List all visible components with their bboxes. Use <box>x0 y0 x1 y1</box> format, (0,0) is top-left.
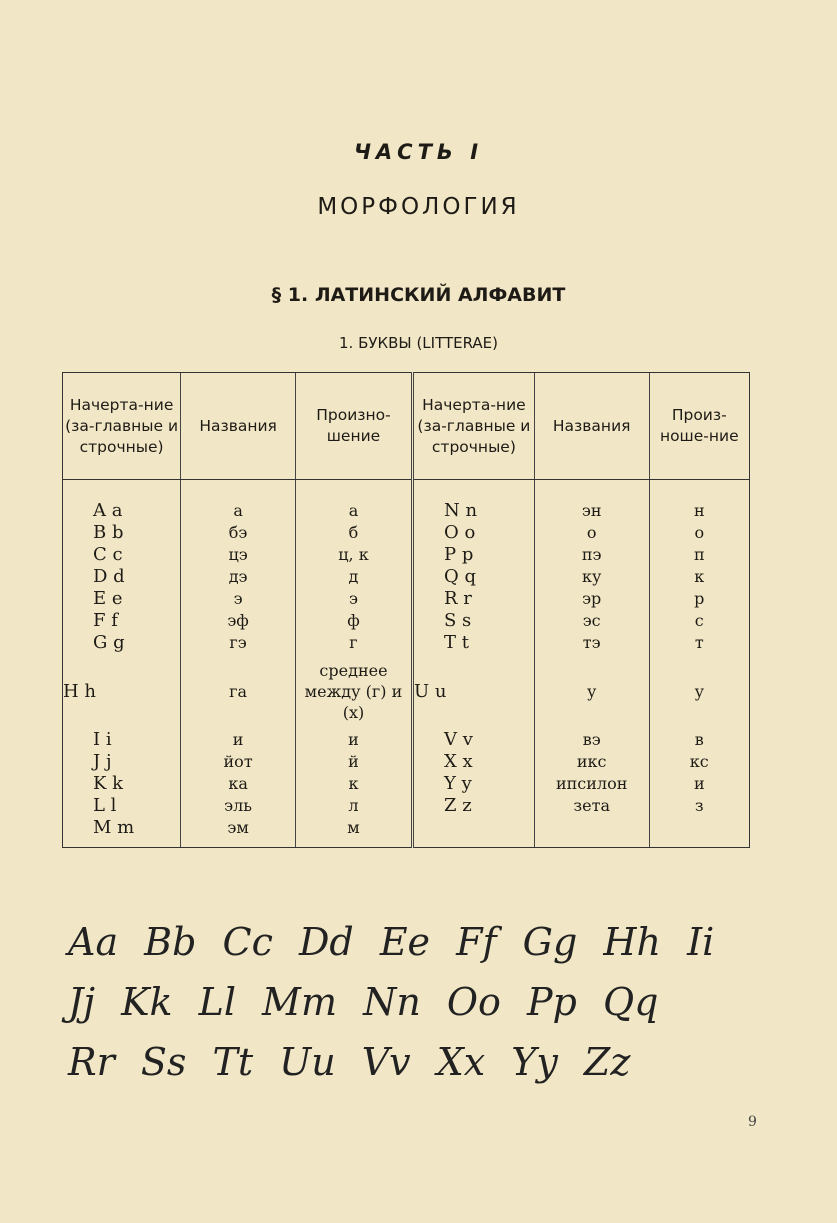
table-row <box>63 773 750 795</box>
table-cell: N n <box>413 480 535 523</box>
chapter-title: МОРФОЛОГИЯ <box>317 194 520 220</box>
table-cell: L l <box>63 795 181 817</box>
table-cell: B b <box>63 522 181 544</box>
table-cell: Q q <box>413 566 535 588</box>
alphabet-table <box>62 372 750 848</box>
cursive-alphabet-line-3: Rr Ss Tt Uu Vv Xx Yy Zz <box>68 1040 631 1084</box>
table-cell: дэ <box>181 566 296 588</box>
table-cell: A a <box>63 480 181 523</box>
table-cell: тэ <box>534 632 649 654</box>
table-cell: ц, к <box>295 544 412 566</box>
table-row <box>63 544 750 566</box>
column-header: Начерта-ние (за-главные и строчные) <box>63 373 181 480</box>
table-cell: й <box>295 751 412 773</box>
table-cell: S s <box>413 610 535 632</box>
table-cell: цэ <box>181 544 296 566</box>
table-cell: а <box>295 480 412 523</box>
table-cell: о <box>534 522 649 544</box>
table-cell: эн <box>534 480 649 523</box>
table-cell: эф <box>181 610 296 632</box>
table-cell: э <box>181 588 296 610</box>
table-row <box>63 566 750 588</box>
table-cell: г <box>295 632 412 654</box>
table-cell: Y y <box>413 773 535 795</box>
table-cell: X x <box>413 751 535 773</box>
table-row <box>63 610 750 632</box>
table-cell: кс <box>649 751 749 773</box>
section-heading: § 1. ЛАТИНСКИЙ АЛФАВИТ <box>271 284 566 306</box>
table-cell: J j <box>63 751 181 773</box>
table-cell: а <box>181 480 296 523</box>
table-cell: U u <box>413 654 535 729</box>
table-row <box>63 751 750 773</box>
table-row <box>63 654 750 729</box>
table-cell: O o <box>413 522 535 544</box>
table-row <box>63 817 750 848</box>
column-header: Названия <box>534 373 649 480</box>
table-cell: эр <box>534 588 649 610</box>
table-cell: д <box>295 566 412 588</box>
table-cell: вэ <box>534 729 649 751</box>
table-cell: P p <box>413 544 535 566</box>
table-cell: к <box>649 566 749 588</box>
table-cell: V v <box>413 729 535 751</box>
table-cell: бэ <box>181 522 296 544</box>
table-cell: зета <box>534 795 649 817</box>
table-cell: л <box>295 795 412 817</box>
table-row <box>63 480 750 523</box>
table-cell: у <box>534 654 649 729</box>
table-cell: йот <box>181 751 296 773</box>
table-cell: H h <box>63 654 181 729</box>
table-cell: с <box>649 610 749 632</box>
table-cell: ка <box>181 773 296 795</box>
table-cell <box>413 817 535 848</box>
column-header: Произ-ноше-ние <box>649 373 749 480</box>
table-cell: о <box>649 522 749 544</box>
table-cell: и <box>649 773 749 795</box>
cursive-alphabet-line-2: Jj Kk Ll Mm Nn Oo Pp Qq <box>68 980 659 1024</box>
table-cell: у <box>649 654 749 729</box>
table-cell: к <box>295 773 412 795</box>
table-cell: T t <box>413 632 535 654</box>
table-cell: и <box>181 729 296 751</box>
table-cell: эль <box>181 795 296 817</box>
table-cell: K k <box>63 773 181 795</box>
table-cell: т <box>649 632 749 654</box>
table-cell: ку <box>534 566 649 588</box>
table-cell: в <box>649 729 749 751</box>
table-cell: пэ <box>534 544 649 566</box>
table-row <box>63 522 750 544</box>
table-cell: R r <box>413 588 535 610</box>
table-cell: D d <box>63 566 181 588</box>
table-cell: ф <box>295 610 412 632</box>
table-cell: G g <box>63 632 181 654</box>
table-cell: и <box>295 729 412 751</box>
table-row <box>63 632 750 654</box>
table-row <box>63 588 750 610</box>
table-cell: р <box>649 588 749 610</box>
table-cell: икс <box>534 751 649 773</box>
table-cell: Z z <box>413 795 535 817</box>
table-row <box>63 795 750 817</box>
table-cell: га <box>181 654 296 729</box>
table-row <box>63 729 750 751</box>
table-cell: эс <box>534 610 649 632</box>
column-header: Названия <box>181 373 296 480</box>
table-cell: б <box>295 522 412 544</box>
cursive-alphabet-line-1: Aa Bb Cc Dd Ee Ff Gg Hh Ii <box>68 920 715 964</box>
table-cell: I i <box>63 729 181 751</box>
table-cell: F f <box>63 610 181 632</box>
table-cell: эм <box>181 817 296 848</box>
table-cell: гэ <box>181 632 296 654</box>
table-cell: з <box>649 795 749 817</box>
page-number: 9 <box>748 1114 757 1130</box>
table-cell <box>649 817 749 848</box>
table-cell: п <box>649 544 749 566</box>
table-cell: M m <box>63 817 181 848</box>
table-cell: ипсилон <box>534 773 649 795</box>
table-cell <box>534 817 649 848</box>
table-cell: среднее между (г) и (х) <box>295 654 412 729</box>
subsection-heading: 1. БУКВЫ (LITTERAE) <box>338 334 499 352</box>
part-heading: ЧАСТЬ I <box>353 140 484 164</box>
table-cell: м <box>295 817 412 848</box>
column-header: Произно-шение <box>295 373 412 480</box>
table-cell: н <box>649 480 749 523</box>
table-cell: э <box>295 588 412 610</box>
column-header: Начерта-ние (за-главные и строчные) <box>413 373 535 480</box>
table-cell: E e <box>63 588 181 610</box>
table-cell: C c <box>63 544 181 566</box>
